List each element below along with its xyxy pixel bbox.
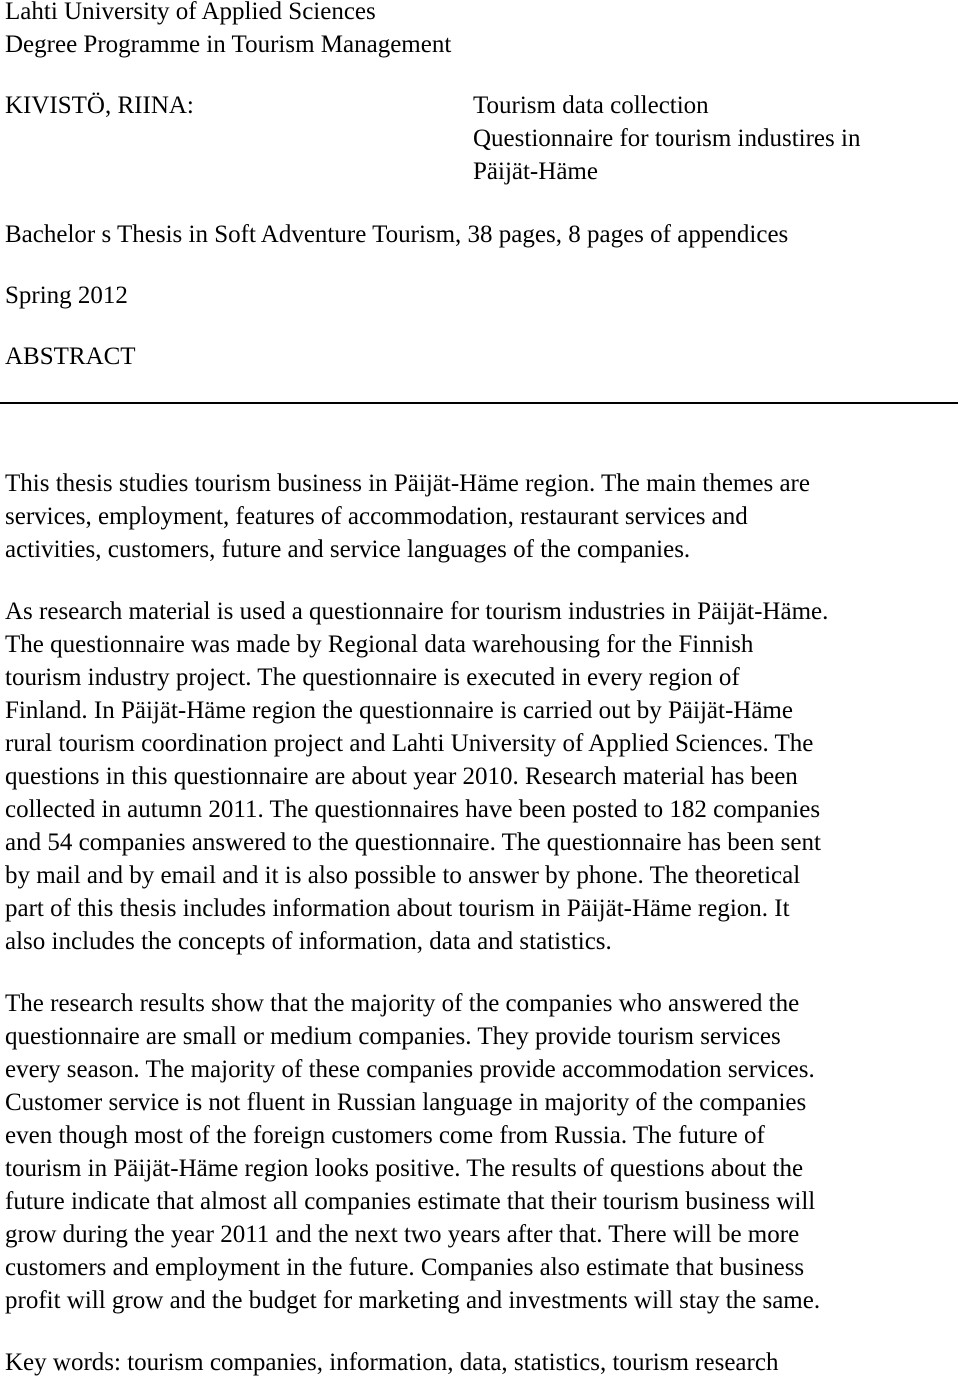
abstract-line: future indicate that almost all companies estimate that their tourism business will [5,1188,816,1215]
abstract-line: even though most of the foreign customers come from Russia. The future of [5,1122,765,1149]
abstract-line: This thesis studies tourism business in Päijät-Häme region. The main themes are [5,470,810,497]
abstract-line: by mail and by email and it is also possible to answer by phone. The theoretical [5,862,801,889]
abstract-line: collected in autumn 2011. The questionnaires have been posted to 182 companies [5,796,821,823]
author-name: KIVISTÖ, RIINA: [5,92,194,119]
divider-line [0,402,958,404]
degree-programme: Degree Programme in Tourism Management [5,31,452,58]
abstract-line: every season. The majority of these companies provide accommodation services. [5,1056,815,1083]
abstract-line: Finland. In Päijät-Häme region the questionnaire is carried out by Päijät-Häme [5,697,793,724]
thesis-title-line: Tourism data collection [473,92,709,119]
abstract-line: tourism industry project. The questionnaire is executed in every region of [5,664,740,691]
abstract-line: rural tourism coordination project and Lahti University of Applied Sciences. The [5,730,814,757]
abstract-line: tourism in Päijät-Häme region looks positive. The results of questions about the [5,1155,804,1182]
abstract-line: profit will grow and the budget for marketing and investments will stay the same. [5,1287,821,1314]
thesis-title-line: Päijät-Häme [473,158,598,185]
semester: Spring 2012 [5,282,128,309]
abstract-line: also includes the concepts of information, data and statistics. [5,928,612,955]
abstract-line: customers and employment in the future. Companies also estimate that business [5,1254,805,1281]
keywords: Key words: tourism companies, information, data, statistics, tourism research [5,1349,779,1376]
abstract-line: questions in this questionnaire are about year 2010. Research material has been [5,763,798,790]
abstract-line: The research results show that the majority of the companies who answered the [5,990,800,1017]
thesis-title-line: Questionnaire for tourism industires in [473,125,861,152]
abstract-line: questionnaire are small or medium companies. They provide tourism services [5,1023,781,1050]
abstract-line: The questionnaire was made by Regional data warehousing for the Finnish [5,631,754,658]
abstract-line: grow during the year 2011 and the next two years after that. There will be more [5,1221,800,1248]
abstract-line: services, employment, features of accommodation, restaurant services and [5,503,748,530]
abstract-line: and 54 companies answered to the questionnaire. The questionnaire has been sent [5,829,821,856]
section-heading: ABSTRACT [5,343,136,370]
thesis-info: Bachelor s Thesis in Soft Adventure Tourism, 38 pages, 8 pages of appendices [5,221,789,248]
abstract-line: As research material is used a questionnaire for tourism industries in Päijät-Häme. [5,598,829,625]
abstract-line: Customer service is not fluent in Russian language in majority of the companies [5,1089,807,1116]
abstract-line: activities, customers, future and service languages of the companies. [5,536,691,563]
abstract-line: part of this thesis includes information about tourism in Päijät-Häme region. It [5,895,790,922]
institution-name: Lahti University of Applied Sciences [5,0,376,25]
